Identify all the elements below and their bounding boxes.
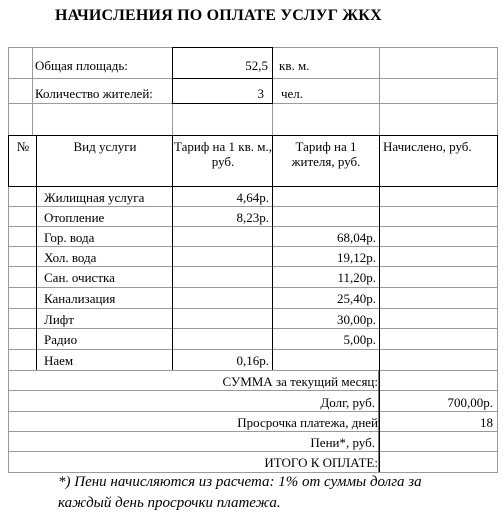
tariff-person-cell[interactable]: 25,40р. (337, 291, 376, 306)
header-service: Вид услуги (73, 139, 137, 154)
penalty-label: Пени*, руб. (310, 435, 375, 450)
area-label: Общая площадь: (35, 58, 128, 73)
service-name: Лифт (44, 312, 74, 327)
overdue-value[interactable]: 18 (480, 415, 493, 430)
tariff-person-cell[interactable]: 19,12р. (337, 250, 376, 265)
tariff-person-cell[interactable]: 30,00р. (337, 312, 376, 327)
service-name: Канализация (44, 291, 116, 306)
tariff-area-cell[interactable]: 0,16р. (236, 353, 269, 368)
header-charged: Начислено, руб. (383, 139, 472, 154)
header-tariff-area: Тариф на 1 кв. м., руб. (174, 139, 272, 169)
tariff-person-cell[interactable]: 5,00р. (343, 332, 376, 347)
tariff-area-cell[interactable]: 8,23р. (236, 210, 269, 225)
service-name: Жилищная услуга (44, 190, 145, 205)
tariff-person-cell[interactable]: 68,04р. (337, 230, 376, 245)
service-name: Хол. вода (44, 250, 97, 265)
header-num: № (16, 139, 30, 154)
tariff-person-cell[interactable]: 11,20р. (337, 270, 376, 285)
service-name: Гор. вода (44, 230, 95, 245)
header-tariff-person: Тариф на 1 жителя, руб. (291, 139, 361, 169)
debt-label: Долг, руб. (320, 395, 375, 410)
residents-label: Количество жителей: (35, 86, 153, 101)
service-name: Отопление (44, 210, 105, 225)
penalty-footnote: *) Пени начисляются из расчета: 1% от суммы долга за каждый день просрочки платежа. (58, 474, 422, 511)
residents-unit: чел. (281, 86, 304, 101)
service-name: Сан. очистка (44, 270, 115, 285)
tariff-area-cell[interactable]: 4,64р. (236, 190, 269, 205)
residents-value[interactable]: 3 (257, 86, 264, 101)
sum-label: СУММА за текущий месяц: (222, 374, 378, 389)
service-name: Наем (44, 353, 74, 368)
overdue-label: Просрочка платежа, дней (237, 415, 378, 430)
area-value[interactable]: 52,5 (245, 58, 268, 73)
total-label: ИТОГО К ОПЛАТЕ: (264, 455, 378, 470)
area-unit: кв. м. (279, 58, 310, 73)
page-title: НАЧИСЛЕНИЯ ПО ОПЛАТЕ УСЛУГ ЖКХ (55, 7, 382, 24)
debt-value[interactable]: 700,00р. (447, 395, 493, 410)
service-name: Радио (44, 332, 78, 347)
